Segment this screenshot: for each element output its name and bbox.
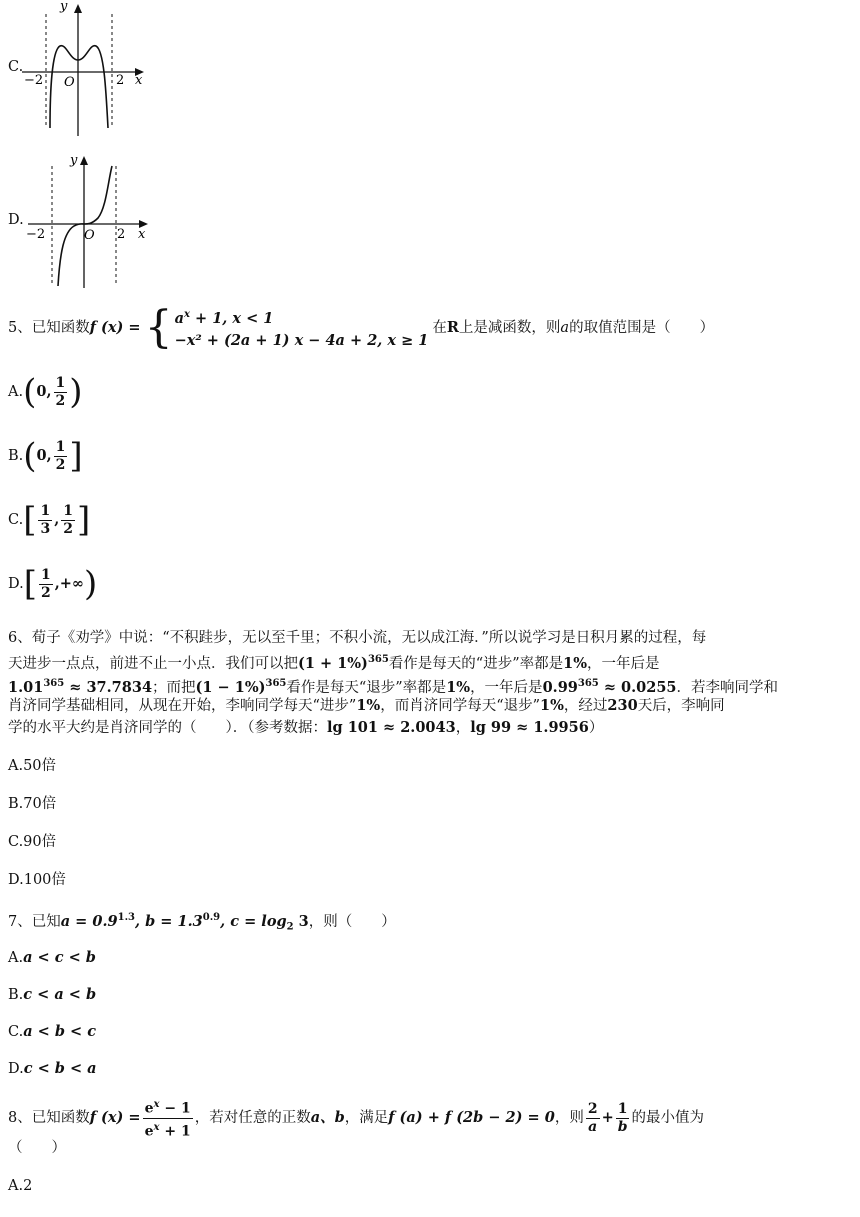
- origin-label: O: [84, 228, 95, 243]
- q6-option-a[interactable]: A.50倍: [8, 758, 57, 774]
- y-label: y: [60, 0, 68, 14]
- q5-option-d[interactable]: D. [ $\frac{1}{2}$ ,+∞ ): [8, 564, 98, 604]
- q6-line-2: 天进步一点点，前进不止一小点．我们可以把$(1 + 1\%)^{365}$看作是每天的“进步”率都是1%，一年后是: [8, 654, 660, 672]
- q5-mid: 在: [432, 319, 447, 336]
- neg2-label: −2: [26, 227, 46, 242]
- q5-case-2: −x² + (2a + 1) x − 4a + 2, x ≥ 1: [174, 331, 429, 349]
- neg2-label: −2: [24, 73, 44, 88]
- q5-option-a[interactable]: A. ( 0, $\frac{1}{2}$ ): [8, 372, 83, 412]
- question-5-stem: [8, 301, 715, 353]
- q5-brace: {: [144, 301, 173, 353]
- q5-case-1: $a^x + 1$, x < 1: [174, 309, 274, 327]
- curve: [58, 166, 112, 286]
- x-label: x: [138, 227, 146, 242]
- q6-option-d[interactable]: D.100倍: [8, 872, 66, 888]
- graph-d-plot: [26, 152, 156, 292]
- q6-option-c[interactable]: C.90倍: [8, 834, 57, 850]
- pos2-label: 2: [116, 73, 125, 88]
- origin-label: O: [64, 75, 75, 90]
- question-7-stem: 7、已知$a = 0.9^{1.3}$, $b = 1.3^{0.9}$, $c = \log_2 3$，则（ ）: [8, 912, 396, 933]
- q8-answer-paren: （ ）: [8, 1140, 66, 1156]
- q5-suffix1: 上是减函数，则: [458, 319, 561, 336]
- option-c-label: C.: [8, 59, 24, 75]
- q6-option-b[interactable]: B.70倍: [8, 796, 57, 812]
- q6-line-5: 学的水平大约是肖济同学的（ ）．（参考数据：lg 101 ≈ 2.0043，lg 99 ≈ 1.9956）: [8, 719, 604, 736]
- q5-R: R: [446, 318, 459, 336]
- y-axis-arrow: [80, 156, 88, 165]
- q6-line-1: 6、荀子《劝学》中说：“不积跬步，无以至千里；不积小流，无以成江海．”所以说学习是日积月累的过程，每: [8, 630, 707, 646]
- q8-option-a[interactable]: A.2: [8, 1178, 33, 1194]
- option-d-label: D.: [8, 212, 24, 228]
- q5-a: a: [560, 319, 570, 336]
- q6-line-4: 肖济同学基础相同，从现在开始，李响同学每天“进步”1%，而肖济同学每天“退步”1%，经过230天后，李响同: [8, 697, 725, 714]
- curve: [50, 46, 108, 128]
- q5-piecewise: [144, 301, 429, 353]
- question-8-stem: 8、已知函数 f (x) = $\frac{e^x - 1}{e^x + 1}$ ，若对任意的正数 a、b ，满足 f (a) + f (2b − 2) = 0 ，则 $\frac{2}{a}$ + $\frac{1}{b}$ 的最小值为: [8, 1096, 704, 1140]
- y-label: y: [70, 153, 78, 168]
- q7-option-b[interactable]: B.c < a < b: [8, 986, 97, 1003]
- q7-option-d[interactable]: D.c < b < a: [8, 1060, 97, 1077]
- pos2-label: 2: [117, 227, 126, 242]
- q5-prefix: 5、已知函数: [8, 319, 90, 336]
- x-label: x: [135, 73, 143, 88]
- q5-option-b[interactable]: B. ( 0, $\frac{1}{2}$ ]: [8, 436, 83, 476]
- y-axis-arrow: [74, 4, 82, 13]
- q6-line-3: $1.01^{365} \approx 37.7834$；而把$(1 - 1\%)^{365}$看作是每天“退步”率都是1%，一年后是$0.99^{365} \approx 0.0255$．若李响同学和: [8, 678, 779, 696]
- q5-fx: f (x) =: [89, 318, 141, 336]
- q5-suffix2: 的取值范围是（ ）: [569, 319, 715, 336]
- q5-option-c[interactable]: C. [ $\frac{1}{3}$ , $\frac{1}{2}$ ]: [8, 500, 91, 540]
- q7-option-a[interactable]: A.a < c < b: [8, 949, 96, 966]
- graph-c-plot: [20, 0, 150, 140]
- q7-option-c[interactable]: C.a < b < c: [8, 1023, 97, 1040]
